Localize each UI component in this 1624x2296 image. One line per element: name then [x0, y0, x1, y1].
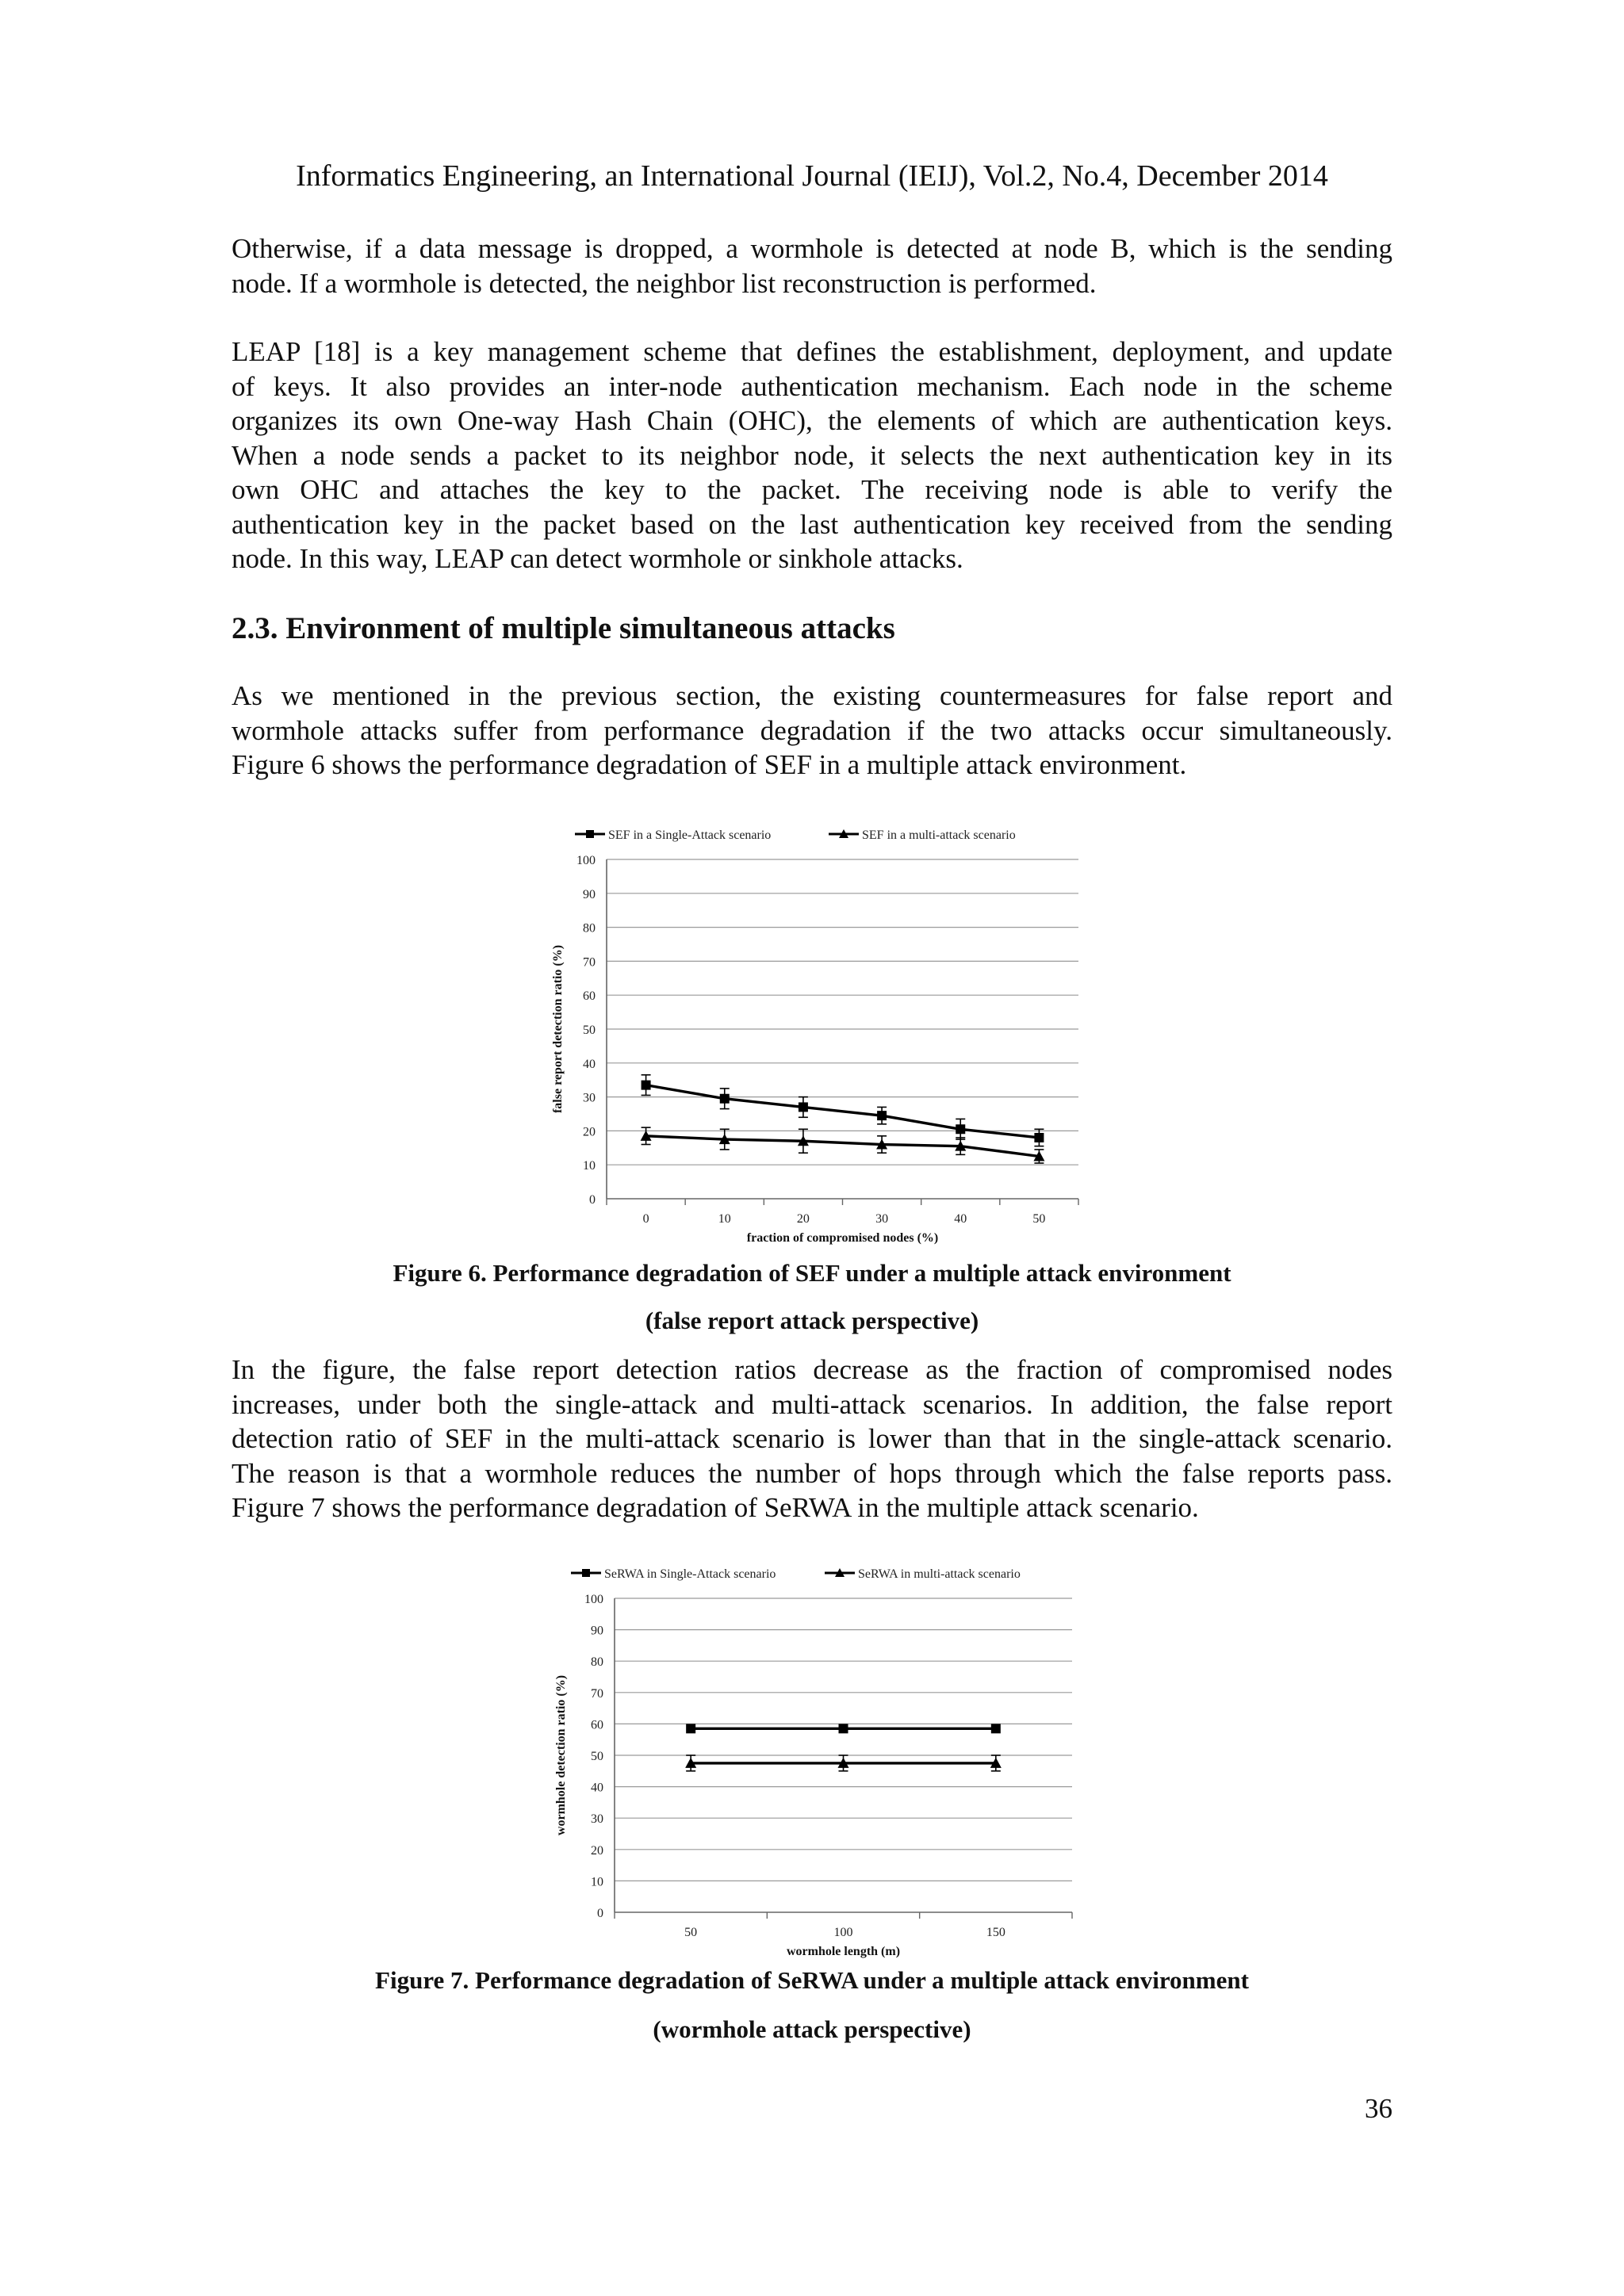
- data-point: [1034, 1133, 1044, 1142]
- y-tick-label: 0: [597, 1907, 603, 1920]
- y-tick-label: 80: [583, 921, 596, 936]
- x-tick-label: 40: [954, 1212, 967, 1226]
- paragraph-2-line: LEAP [18] is a key management scheme that defines the establishment, deployment, and update: [232, 336, 1392, 367]
- x-tick-label: 20: [796, 1212, 810, 1226]
- y-tick-label: 100: [584, 1593, 603, 1606]
- y-tick-label: 30: [583, 1091, 596, 1105]
- y-tick-label: 70: [583, 955, 596, 970]
- paragraph-1: [232, 232, 1392, 300]
- x-axis-label: fraction of compromised nodes (%): [746, 1231, 939, 1245]
- y-tick-label: 40: [583, 1057, 596, 1071]
- paragraph-4-line: detection ratio of SEF in the multi-attack scenario is lower than that in the single-attack scenario.: [232, 1423, 1392, 1454]
- figure-6-chart: [539, 817, 1094, 1245]
- paragraph-1-line: node. If a wormhole is detected, the neighbor list reconstruction is performed.: [232, 267, 1097, 299]
- x-axis-label: wormhole length (m): [786, 1945, 901, 1958]
- legend-marker: [582, 1569, 590, 1577]
- y-axis-label: false report detection ratio (%): [551, 944, 565, 1114]
- x-tick-label: 50: [1032, 1212, 1046, 1226]
- y-tick-label: 60: [583, 989, 596, 1004]
- data-point: [956, 1124, 965, 1134]
- paragraph-2-line: When a node sends a packet to its neighbor node, it selects the next authentication key in its: [232, 439, 1392, 471]
- data-point: [877, 1111, 887, 1120]
- legend-entry: SeRWA in Single-Attack scenario: [604, 1567, 776, 1581]
- y-tick-label: 90: [591, 1624, 603, 1638]
- data-point: [799, 1102, 808, 1112]
- paragraph-1-line: Otherwise, if a data message is dropped, a wormhole is detected at node B, which is the sending: [232, 233, 1392, 264]
- page-number: 36: [1365, 2093, 1392, 2124]
- figure-7-caption: Figure 7. Performance degradation of SeRWA under a multiple attack environment: [375, 1966, 1249, 1994]
- section-heading: 2.3. Environment of multiple simultaneous attacks: [232, 611, 895, 645]
- paragraph-3-line: As we mentioned in the previous section, the existing countermeasures for false report and: [232, 680, 1392, 711]
- y-tick-label: 20: [591, 1843, 603, 1858]
- paragraph-2-line: authentication key in the packet based on the last authentication key received from the sending: [232, 508, 1392, 540]
- paragraph-4-line: Figure 7 shows the performance degradation of SeRWA in the multiple attack scenario.: [232, 1492, 1199, 1523]
- y-tick-label: 10: [591, 1875, 603, 1889]
- data-point: [991, 1724, 1001, 1733]
- figure-6-caption-subtitle: (false report attack perspective): [645, 1307, 979, 1334]
- legend-marker: [586, 830, 594, 838]
- paragraph-2-line: organizes its own One-way Hash Chain (OHC), the elements of which are authentication keys.: [232, 405, 1392, 436]
- x-tick-label: 50: [684, 1926, 698, 1939]
- series-line: [646, 1136, 1040, 1157]
- x-tick-label: 150: [986, 1926, 1005, 1939]
- y-tick-label: 50: [591, 1750, 603, 1763]
- legend-entry: SEF in a multi-attack scenario: [862, 828, 1016, 842]
- x-tick-label: 30: [875, 1212, 889, 1226]
- figure-7-caption-subtitle: (wormhole attack perspective): [653, 2015, 971, 2043]
- x-tick-label: 0: [642, 1212, 649, 1226]
- x-tick-label: 10: [718, 1212, 731, 1226]
- data-point: [642, 1081, 651, 1090]
- paragraph-2-line: of keys. It also provides an inter-node authentication mechanism. Each node in the scheme: [232, 370, 1392, 402]
- x-tick-label: 100: [833, 1926, 853, 1939]
- series-line: [646, 1085, 1040, 1138]
- y-tick-label: 90: [583, 887, 596, 901]
- y-axis-label: wormhole detection ratio (%): [554, 1674, 568, 1836]
- y-tick-label: 50: [583, 1024, 596, 1037]
- paragraph-2-line: node. In this way, LEAP can detect wormhole or sinkhole attacks.: [232, 543, 963, 574]
- figure-6-caption: Figure 6. Performance degradation of SEF under a multiple attack environment: [393, 1259, 1231, 1287]
- paragraph-4-line: The reason is that a wormhole reduces the number of hops through which the false reports pass.: [232, 1457, 1392, 1489]
- data-point: [720, 1094, 730, 1104]
- data-point: [686, 1724, 695, 1733]
- y-tick-label: 10: [583, 1159, 596, 1173]
- y-tick-label: 0: [589, 1193, 596, 1207]
- y-tick-label: 70: [591, 1686, 603, 1701]
- paragraph-3-line: wormhole attacks suffer from performance degradation if the two attacks occur simultaneously.: [232, 714, 1392, 746]
- y-tick-label: 20: [583, 1125, 596, 1139]
- data-point: [839, 1724, 848, 1733]
- paragraph-2-line: own OHC and attaches the key to the packet. The receiving node is able to verify the: [232, 474, 1392, 505]
- y-tick-label: 80: [591, 1655, 603, 1670]
- y-tick-label: 30: [591, 1812, 603, 1827]
- y-tick-label: 40: [591, 1781, 603, 1795]
- y-tick-label: 60: [591, 1718, 603, 1732]
- legend-entry: SeRWA in multi-attack scenario: [858, 1567, 1021, 1581]
- paragraph-4: [232, 1353, 1392, 1525]
- figure-7-chart: [539, 1554, 1094, 1966]
- running-header: Informatics Engineering, an International Journal (IEIJ), Vol.2, No.4, December 2014: [296, 159, 1328, 193]
- paragraph-4-line: In the figure, the false report detection ratios decrease as the fraction of compromised nodes: [232, 1354, 1392, 1385]
- paragraph-3-line: Figure 6 shows the performance degradation of SEF in a multiple attack environment.: [232, 749, 1187, 780]
- legend-entry: SEF in a Single-Attack scenario: [608, 828, 772, 842]
- paragraph-2: [232, 335, 1392, 576]
- paragraph-3: [232, 679, 1392, 783]
- y-tick-label: 100: [576, 854, 596, 867]
- paragraph-4-line: increases, under both the single-attack and multi-attack scenarios. In addition, the false report: [232, 1388, 1392, 1420]
